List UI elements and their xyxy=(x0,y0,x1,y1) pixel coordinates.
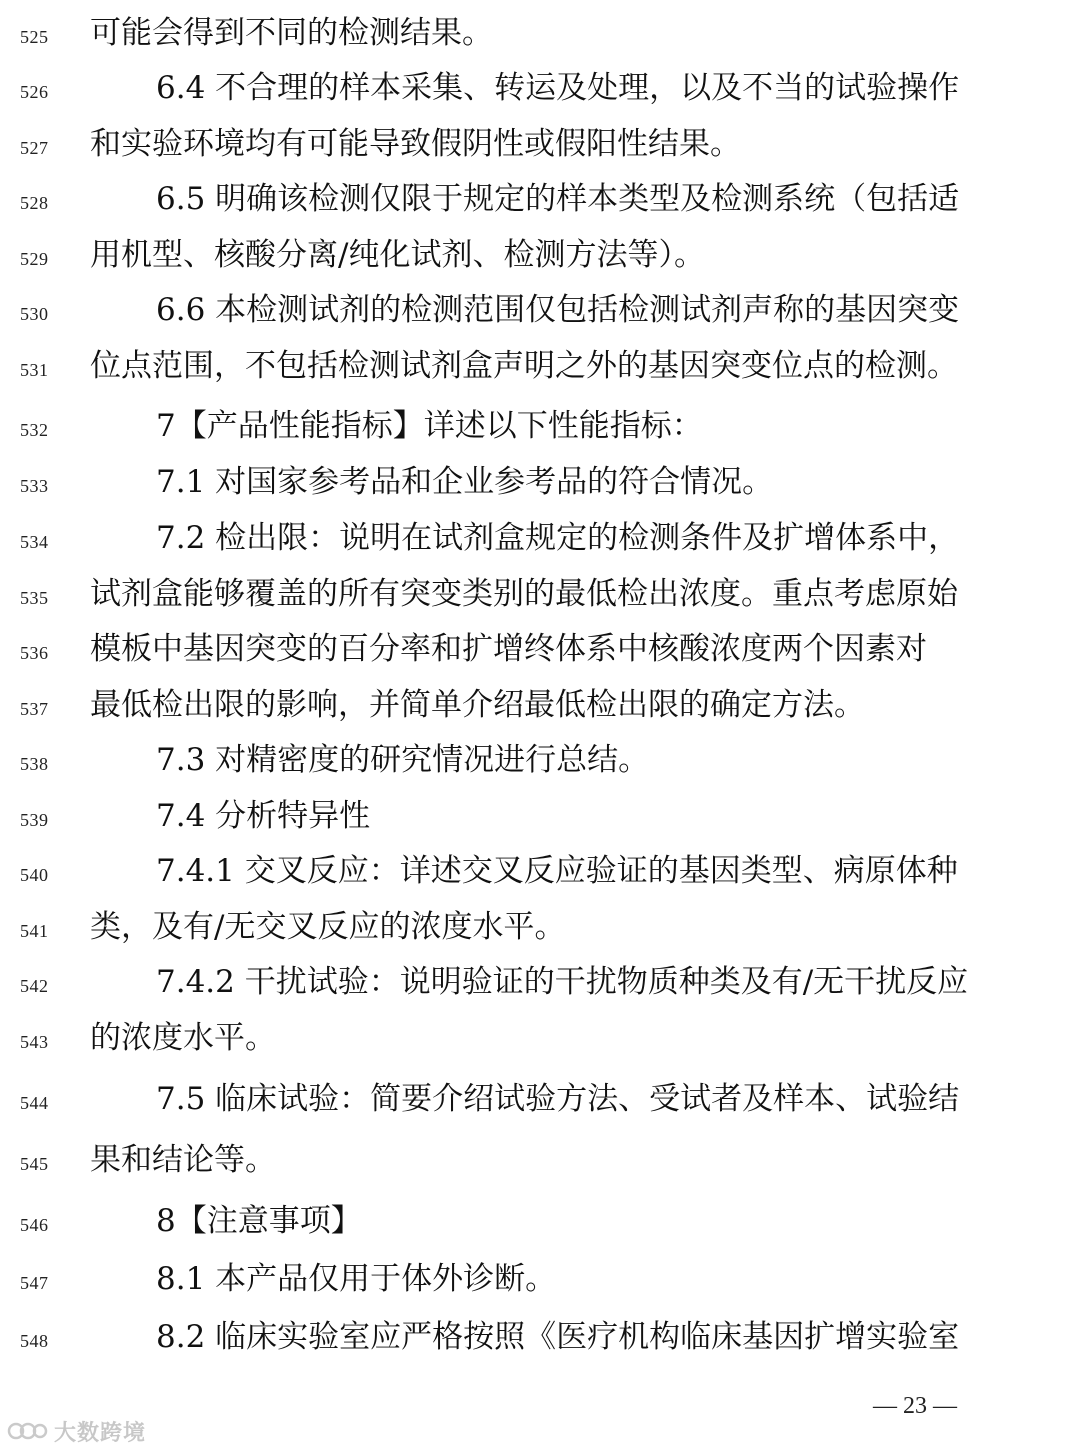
manuscript-line xyxy=(0,1010,1080,1066)
line-text: 7.2 检出限：说明在试剂盒规定的检测条件及扩增体系中， xyxy=(156,520,960,556)
line-number: 547 xyxy=(20,1273,49,1293)
line-number: 532 xyxy=(20,420,49,440)
line-number: 525 xyxy=(20,27,49,47)
line-number: 535 xyxy=(20,588,49,608)
line-text: 模板中基因突变的百分率和扩增终体系中核酸浓度两个因素对 xyxy=(90,631,927,667)
manuscript-line xyxy=(0,338,1080,394)
line-text: 6.6 本检测试剂的检测范围仅包括检测试剂声称的基因突变 xyxy=(156,292,960,328)
manuscript-line xyxy=(0,954,1080,1010)
line-text: 和实验环境均有可能导致假阴性或假阳性结果。 xyxy=(90,126,741,162)
line-number: 540 xyxy=(20,865,49,885)
manuscript-line xyxy=(0,60,1080,116)
line-number: 546 xyxy=(20,1215,49,1235)
line-number: 531 xyxy=(20,360,49,380)
line-number: 538 xyxy=(20,754,49,774)
watermark-logo-icon xyxy=(6,1419,48,1443)
line-number: 533 xyxy=(20,476,49,496)
manuscript-line xyxy=(0,788,1080,844)
line-number: 544 xyxy=(20,1093,49,1113)
manuscript-line xyxy=(0,398,1080,454)
manuscript-line xyxy=(0,1193,1080,1249)
line-number: 548 xyxy=(20,1331,49,1351)
manuscript-line xyxy=(0,1251,1080,1307)
line-text: 6.4 不合理的样本采集、转运及处理，以及不当的试验操作 xyxy=(156,70,960,106)
line-number: 545 xyxy=(20,1154,49,1174)
line-number: 527 xyxy=(20,138,49,158)
line-text: 试剂盒能够覆盖的所有突变类别的最低检出浓度。重点考虑原始 xyxy=(90,576,958,612)
page-number: — 23 — xyxy=(873,1393,957,1419)
watermark-text: 大数跨境 xyxy=(54,1420,147,1446)
line-text: 类，及有/无交叉反应的浓度水平。 xyxy=(90,909,566,945)
manuscript-line xyxy=(0,171,1080,227)
manuscript-line xyxy=(0,282,1080,338)
manuscript-line xyxy=(0,227,1080,283)
line-text: 最低检出限的影响，并简单介绍最低检出限的确定方法。 xyxy=(90,687,865,723)
line-text: 8.1 本产品仅用于体外诊断。 xyxy=(156,1261,557,1297)
line-text: 位点范围，不包括检测试剂盒声明之外的基因突变位点的检测。 xyxy=(90,348,958,384)
watermark xyxy=(6,1414,146,1448)
manuscript-line xyxy=(0,1071,1080,1127)
manuscript-line xyxy=(0,843,1080,899)
line-text: 7.1 对国家参考品和企业参考品的符合情况。 xyxy=(156,464,774,500)
manuscript-line xyxy=(0,454,1080,510)
line-number: 537 xyxy=(20,699,49,719)
line-number: 529 xyxy=(20,249,49,269)
line-text: 可能会得到不同的检测结果。 xyxy=(90,15,493,51)
manuscript-line xyxy=(0,732,1080,788)
line-number: 543 xyxy=(20,1032,49,1052)
manuscript-line xyxy=(0,621,1080,677)
line-number: 536 xyxy=(20,643,49,663)
line-text: 8【注意事项】 xyxy=(156,1203,362,1239)
line-number: 528 xyxy=(20,193,49,213)
line-number: 541 xyxy=(20,921,49,941)
manuscript-line xyxy=(0,566,1080,622)
line-text: 7.4 分析特异性 xyxy=(156,798,371,834)
line-text: 的浓度水平。 xyxy=(90,1020,276,1056)
manuscript-line xyxy=(0,510,1080,566)
manuscript-line xyxy=(0,116,1080,172)
line-text: 7.4.1 交叉反应：详述交叉反应验证的基因类型、病原体种 xyxy=(156,853,958,889)
line-text: 用机型、核酸分离/纯化试剂、检测方法等）。 xyxy=(90,237,705,273)
line-number: 530 xyxy=(20,304,49,324)
line-text: 6.5 明确该检测仅限于规定的样本类型及检测系统（包括适 xyxy=(156,181,960,217)
manuscript-line xyxy=(0,1309,1080,1365)
manuscript-line xyxy=(0,899,1080,955)
manuscript-line xyxy=(0,677,1080,733)
line-number: 539 xyxy=(20,810,49,830)
line-number: 542 xyxy=(20,976,49,996)
line-text: 7.4.2 干扰试验：说明验证的干扰物质种类及有/无干扰反应 xyxy=(156,964,969,1000)
manuscript-line xyxy=(0,5,1080,61)
manuscript-line xyxy=(0,1132,1080,1188)
line-text: 8.2 临床实验室应严格按照《医疗机构临床基因扩增实验室 xyxy=(156,1319,960,1355)
line-text: 果和结论等。 xyxy=(90,1142,276,1178)
line-text: 7.5 临床试验：简要介绍试验方法、受试者及样本、试验结 xyxy=(156,1081,960,1117)
line-number: 526 xyxy=(20,82,49,102)
line-text: 7.3 对精密度的研究情况进行总结。 xyxy=(156,742,650,778)
line-text: 7【产品性能指标】详述以下性能指标： xyxy=(156,408,703,444)
line-number: 534 xyxy=(20,532,49,552)
